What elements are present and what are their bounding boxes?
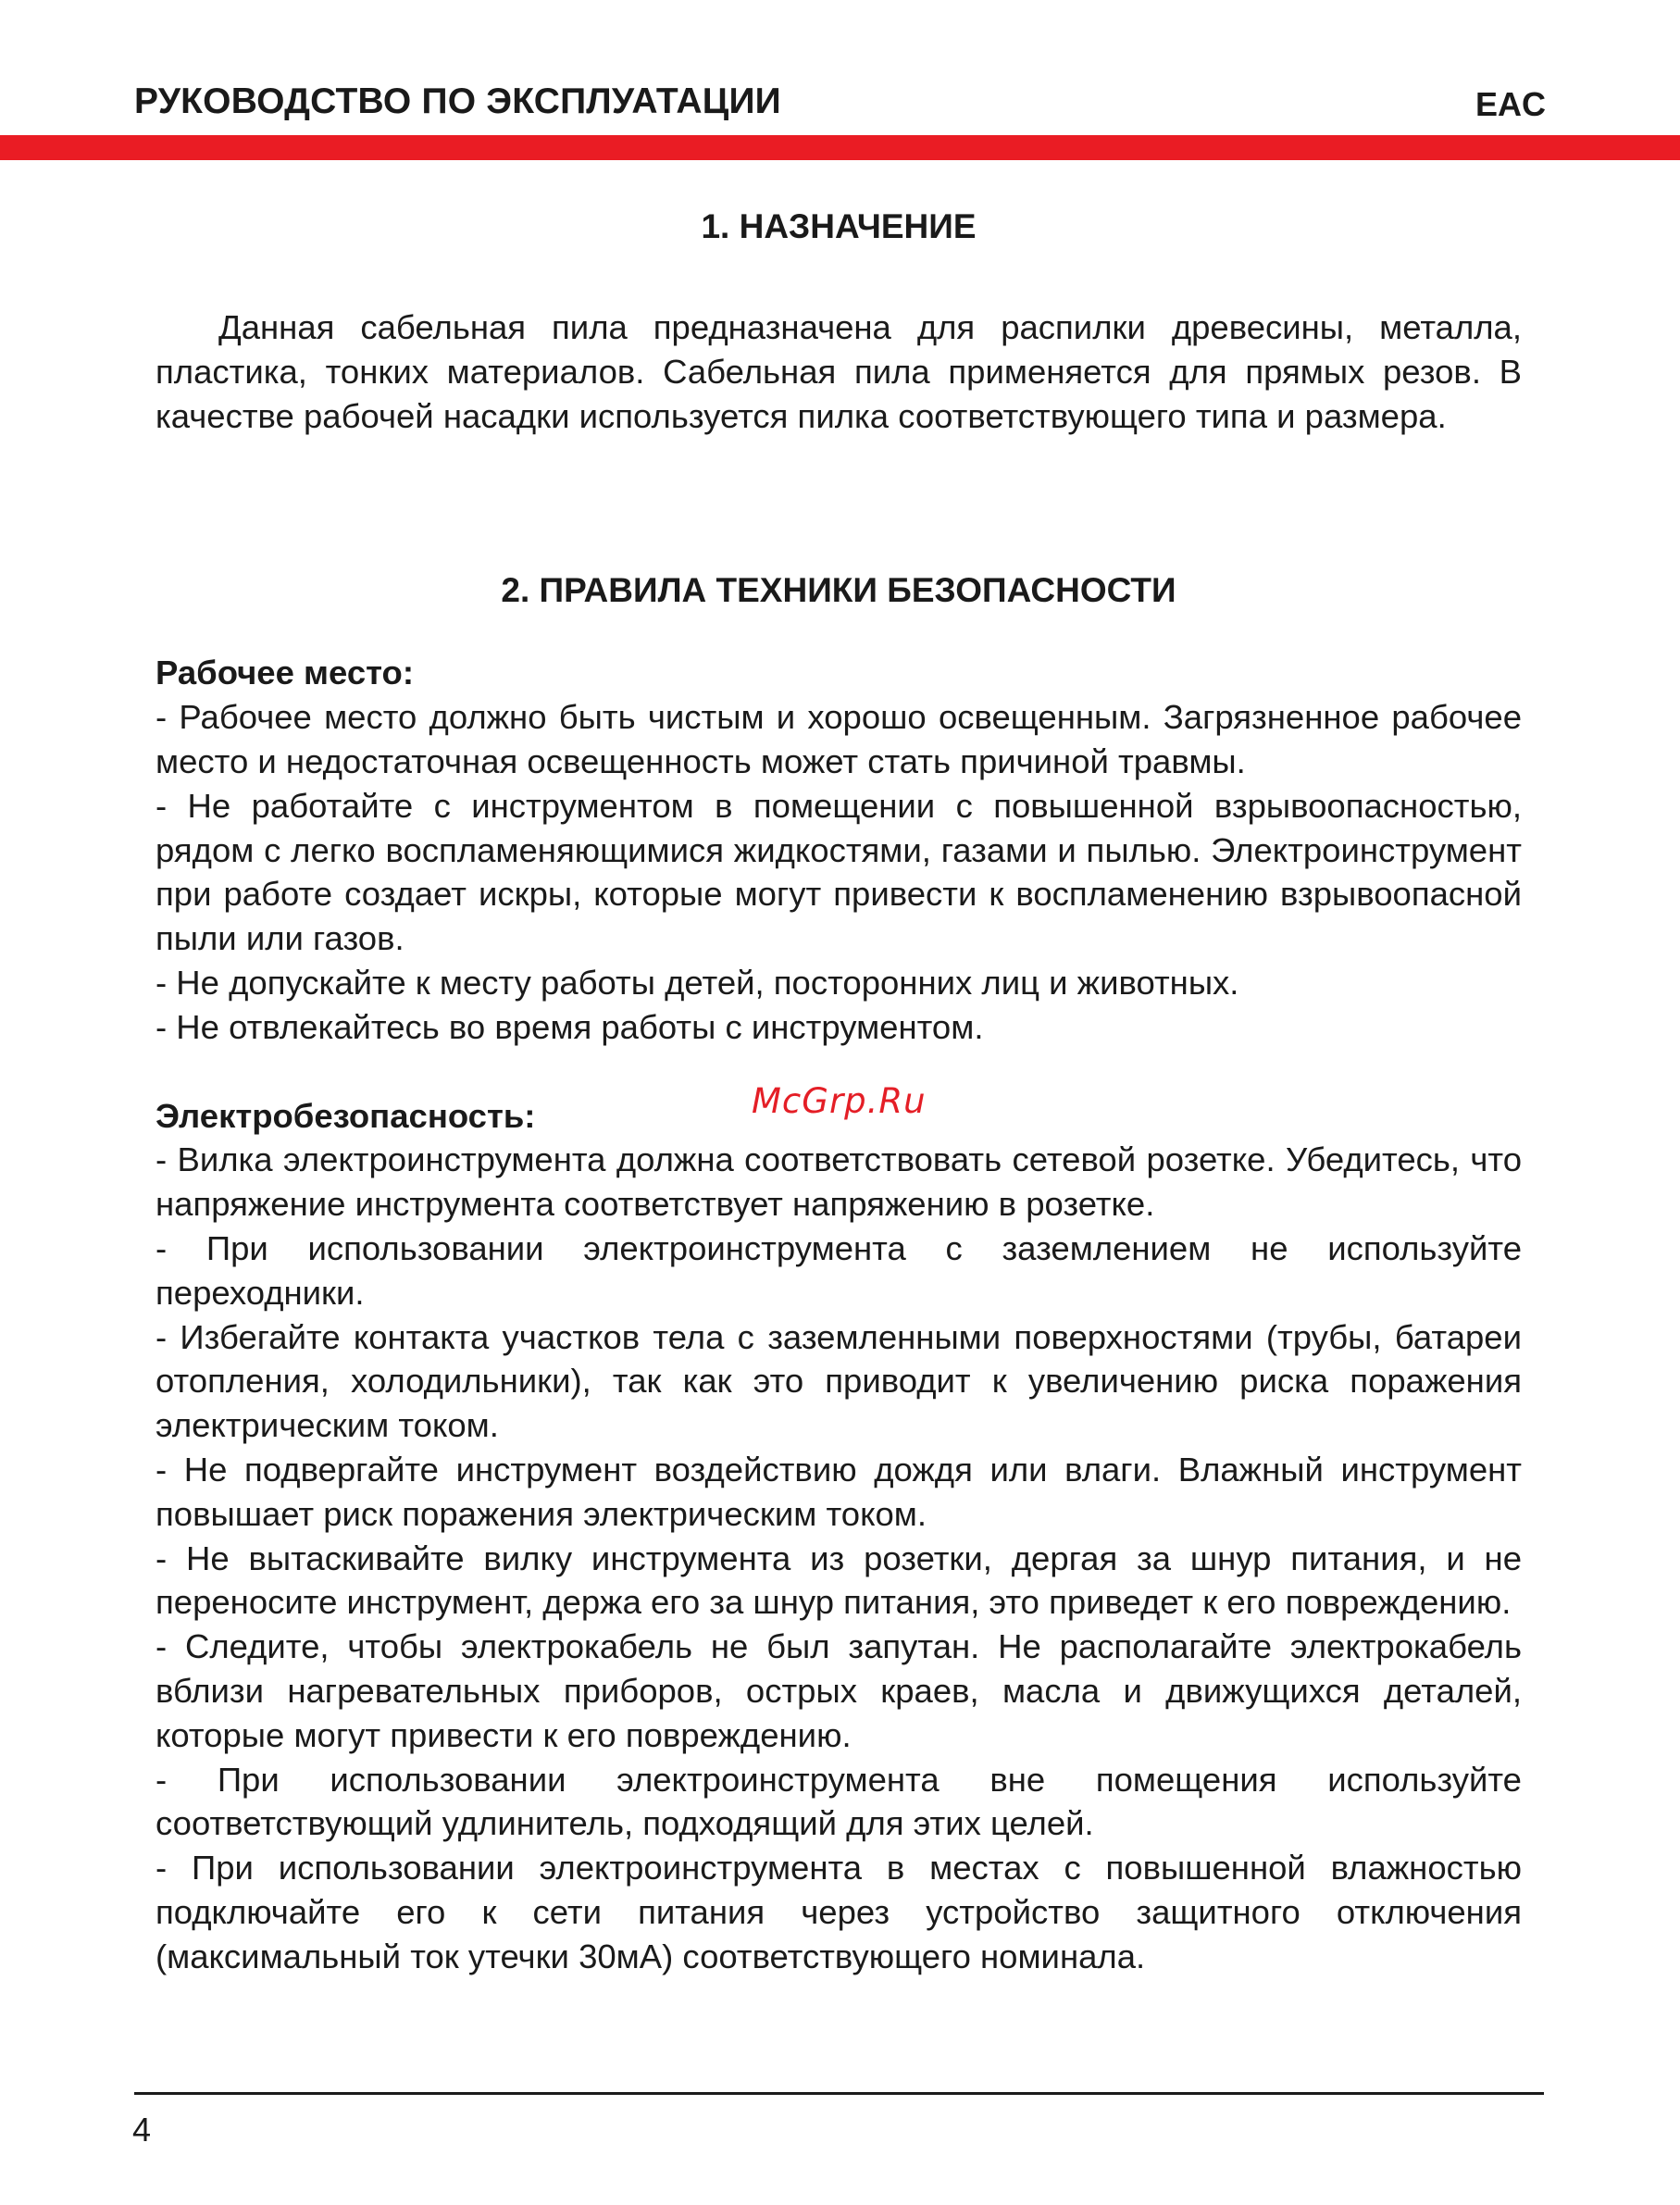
electrical-item: - Избегайте контакта участков тела с заземленными поверхностями (трубы, батареи отопления, холодильники), так как это приводит к увеличению риска поражения электрическим током. <box>156 1317 1522 1445</box>
watermark-link[interactable]: McGrp.Ru <box>752 1081 927 1121</box>
footer-divider <box>134 2092 1544 2095</box>
workplace-item: - Не допускайте к месту работы детей, посторонних лиц и животных. <box>156 963 1239 1002</box>
header-red-band <box>0 135 1680 160</box>
workplace-item: - Не отвлекайтесь во время работы с инструментом. <box>156 1007 984 1046</box>
electrical-item: - Вилка электроинструмента должна соответствовать сетевой розетке. Убедитесь, что напряжение инструмента соответствует напряжению в розетке. <box>156 1140 1522 1224</box>
workplace-heading: Рабочее место: <box>156 654 414 692</box>
electrical-item: - Следите, чтобы электрокабель не был запутан. Не располагайте электрокабель вблизи нагревательных приборов, острых краев, масла и движущихся деталей, которые могут привести к его повреждению. <box>156 1627 1522 1754</box>
section1-body <box>156 305 1522 438</box>
electrical-item: - При использовании электроинструмента с заземлением не используйте переходники. <box>156 1228 1522 1312</box>
section1-title: 1. НАЗНАЧЕНИЕ <box>701 207 977 245</box>
electrical-heading: Электробезопасность: <box>156 1096 536 1135</box>
section2-title: 2. ПРАВИЛА ТЕХНИКИ БЕЗОПАСНОСТИ <box>501 571 1176 610</box>
workplace-item: - Рабочее место должно быть чистым и хорошо освещенным. Загрязненное рабочее место и недостаточная освещенность может стать причиной травмы. <box>156 698 1522 780</box>
header-title: РУКОВОДСТВО ПО ЭКСПЛУАТАЦИИ <box>134 81 781 121</box>
electrical-item: - При использовании электроинструмента в местах с повышенной влажностью подключайте его к сети питания через устройство защитного отключения (максимальный ток утечки 30мА) соответствующего номинала. <box>156 1849 1522 1975</box>
electrical-item: - При использовании электроинструмента вне помещения используйте соответствующий удлинитель, подходящий для этих целей. <box>156 1760 1522 1843</box>
section1-paragraph: Данная сабельная пила предназначена для распилки древесины, металла, пластика, тонких материалов. Сабельная пила применяется для прямых резов. В качестве рабочей насадки используется пилка соответствующего типа и размера. <box>156 308 1522 435</box>
electrical-item: - Не подвергайте инструмент воздействию дождя или влаги. Влажный инструмент повышает риск поражения электрическим током. <box>156 1450 1522 1533</box>
eac-mark: EAC <box>1475 85 1546 123</box>
workplace-item: - Не работайте с инструментом в помещении с повышенной взрывоопасностью, рядом с легко воспламеняющимися жидкостями, газами и пылью. Электроинструмент при работе создает искры, которые могут привести к воспламенению взрывоопасной пыли или газов. <box>156 786 1522 958</box>
page-number: 4 <box>132 2111 152 2149</box>
electrical-item: - Не вытаскивайте вилку инструмента из розетки, дергая за шнур питания, и не переносите инструмент, держа его за шнур питания, это приведет к его повреждению. <box>156 1539 1522 1622</box>
